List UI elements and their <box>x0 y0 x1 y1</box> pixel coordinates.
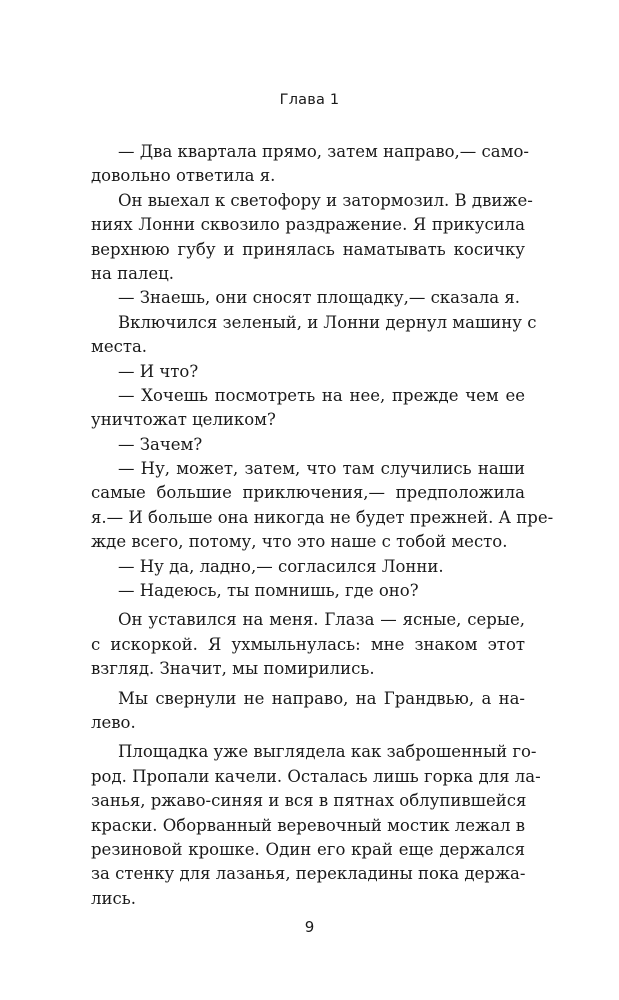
text-line: — И что? <box>118 361 199 381</box>
text-line: с искоркой. Я ухмыльнулась: мне знаком этот <box>91 634 525 654</box>
text-line: довольно ответила я. <box>91 166 276 186</box>
text-line: род. Пропали качели. Осталась лишь горка для ла- <box>91 766 541 786</box>
text-line: Мы свернули не направо, на Грандвью, а на- <box>118 688 525 708</box>
text-line: взгляд. Значит, мы помирились. <box>91 659 375 679</box>
text-line: Он выехал к светофору и затормозил. В движе- <box>118 190 533 210</box>
text-line: — Хочешь посмотреть на нее, прежде чем ее <box>118 385 525 405</box>
running-header: Глава 1 <box>279 92 340 108</box>
text-line: — Ну да, ладно,— согласился Лонни. <box>118 556 444 576</box>
text-line: резиновой крошке. Один его край еще держался <box>91 839 525 859</box>
text-line: я.— И больше она никогда не будет прежней. А пре- <box>91 507 554 527</box>
text-line: на палец. <box>91 263 175 283</box>
page-number: 9 <box>304 918 315 936</box>
text-line: — Два квартала прямо, затем направо,— само- <box>118 142 529 161</box>
text-line: верхнюю губу и принялась наматывать косичку <box>91 239 525 259</box>
text-line: — Надеюсь, ты помнишь, где оно? <box>118 581 419 601</box>
text-line: места. <box>91 337 148 357</box>
text-line: Включился зеленый, и Лонни дернул машину с <box>118 312 537 332</box>
text-line: занья, ржаво-синяя и вся в пятнах облупившейся <box>91 791 527 811</box>
text-line: лись. <box>91 888 136 908</box>
text-line: — Зачем? <box>118 434 203 454</box>
text-line: жде всего, потому, что это наше с тобой место. <box>91 532 508 552</box>
text-line: ниях Лонни сквозило раздражение. Я прикусила <box>91 215 525 235</box>
text-line: уничтожат целиком? <box>91 410 276 430</box>
text-line: Он уставился на меня. Глаза — ясные, серые, <box>118 610 525 630</box>
text-line: краски. Оборванный веревочный мостик лежал в <box>91 815 526 835</box>
text-line: — Знаешь, они сносят площадку,— сказала я. <box>118 288 521 308</box>
text-line: Площадка уже выглядела как заброшенный го- <box>118 742 537 762</box>
body-text <box>91 140 554 911</box>
text-line: лево. <box>91 712 136 732</box>
text-line: за стенку для лазанья, перекладины пока держа- <box>91 864 526 884</box>
text-line: — Ну, может, затем, что там случились наши <box>118 459 525 479</box>
text-line: самые большие приключения,— предположила <box>91 483 525 503</box>
